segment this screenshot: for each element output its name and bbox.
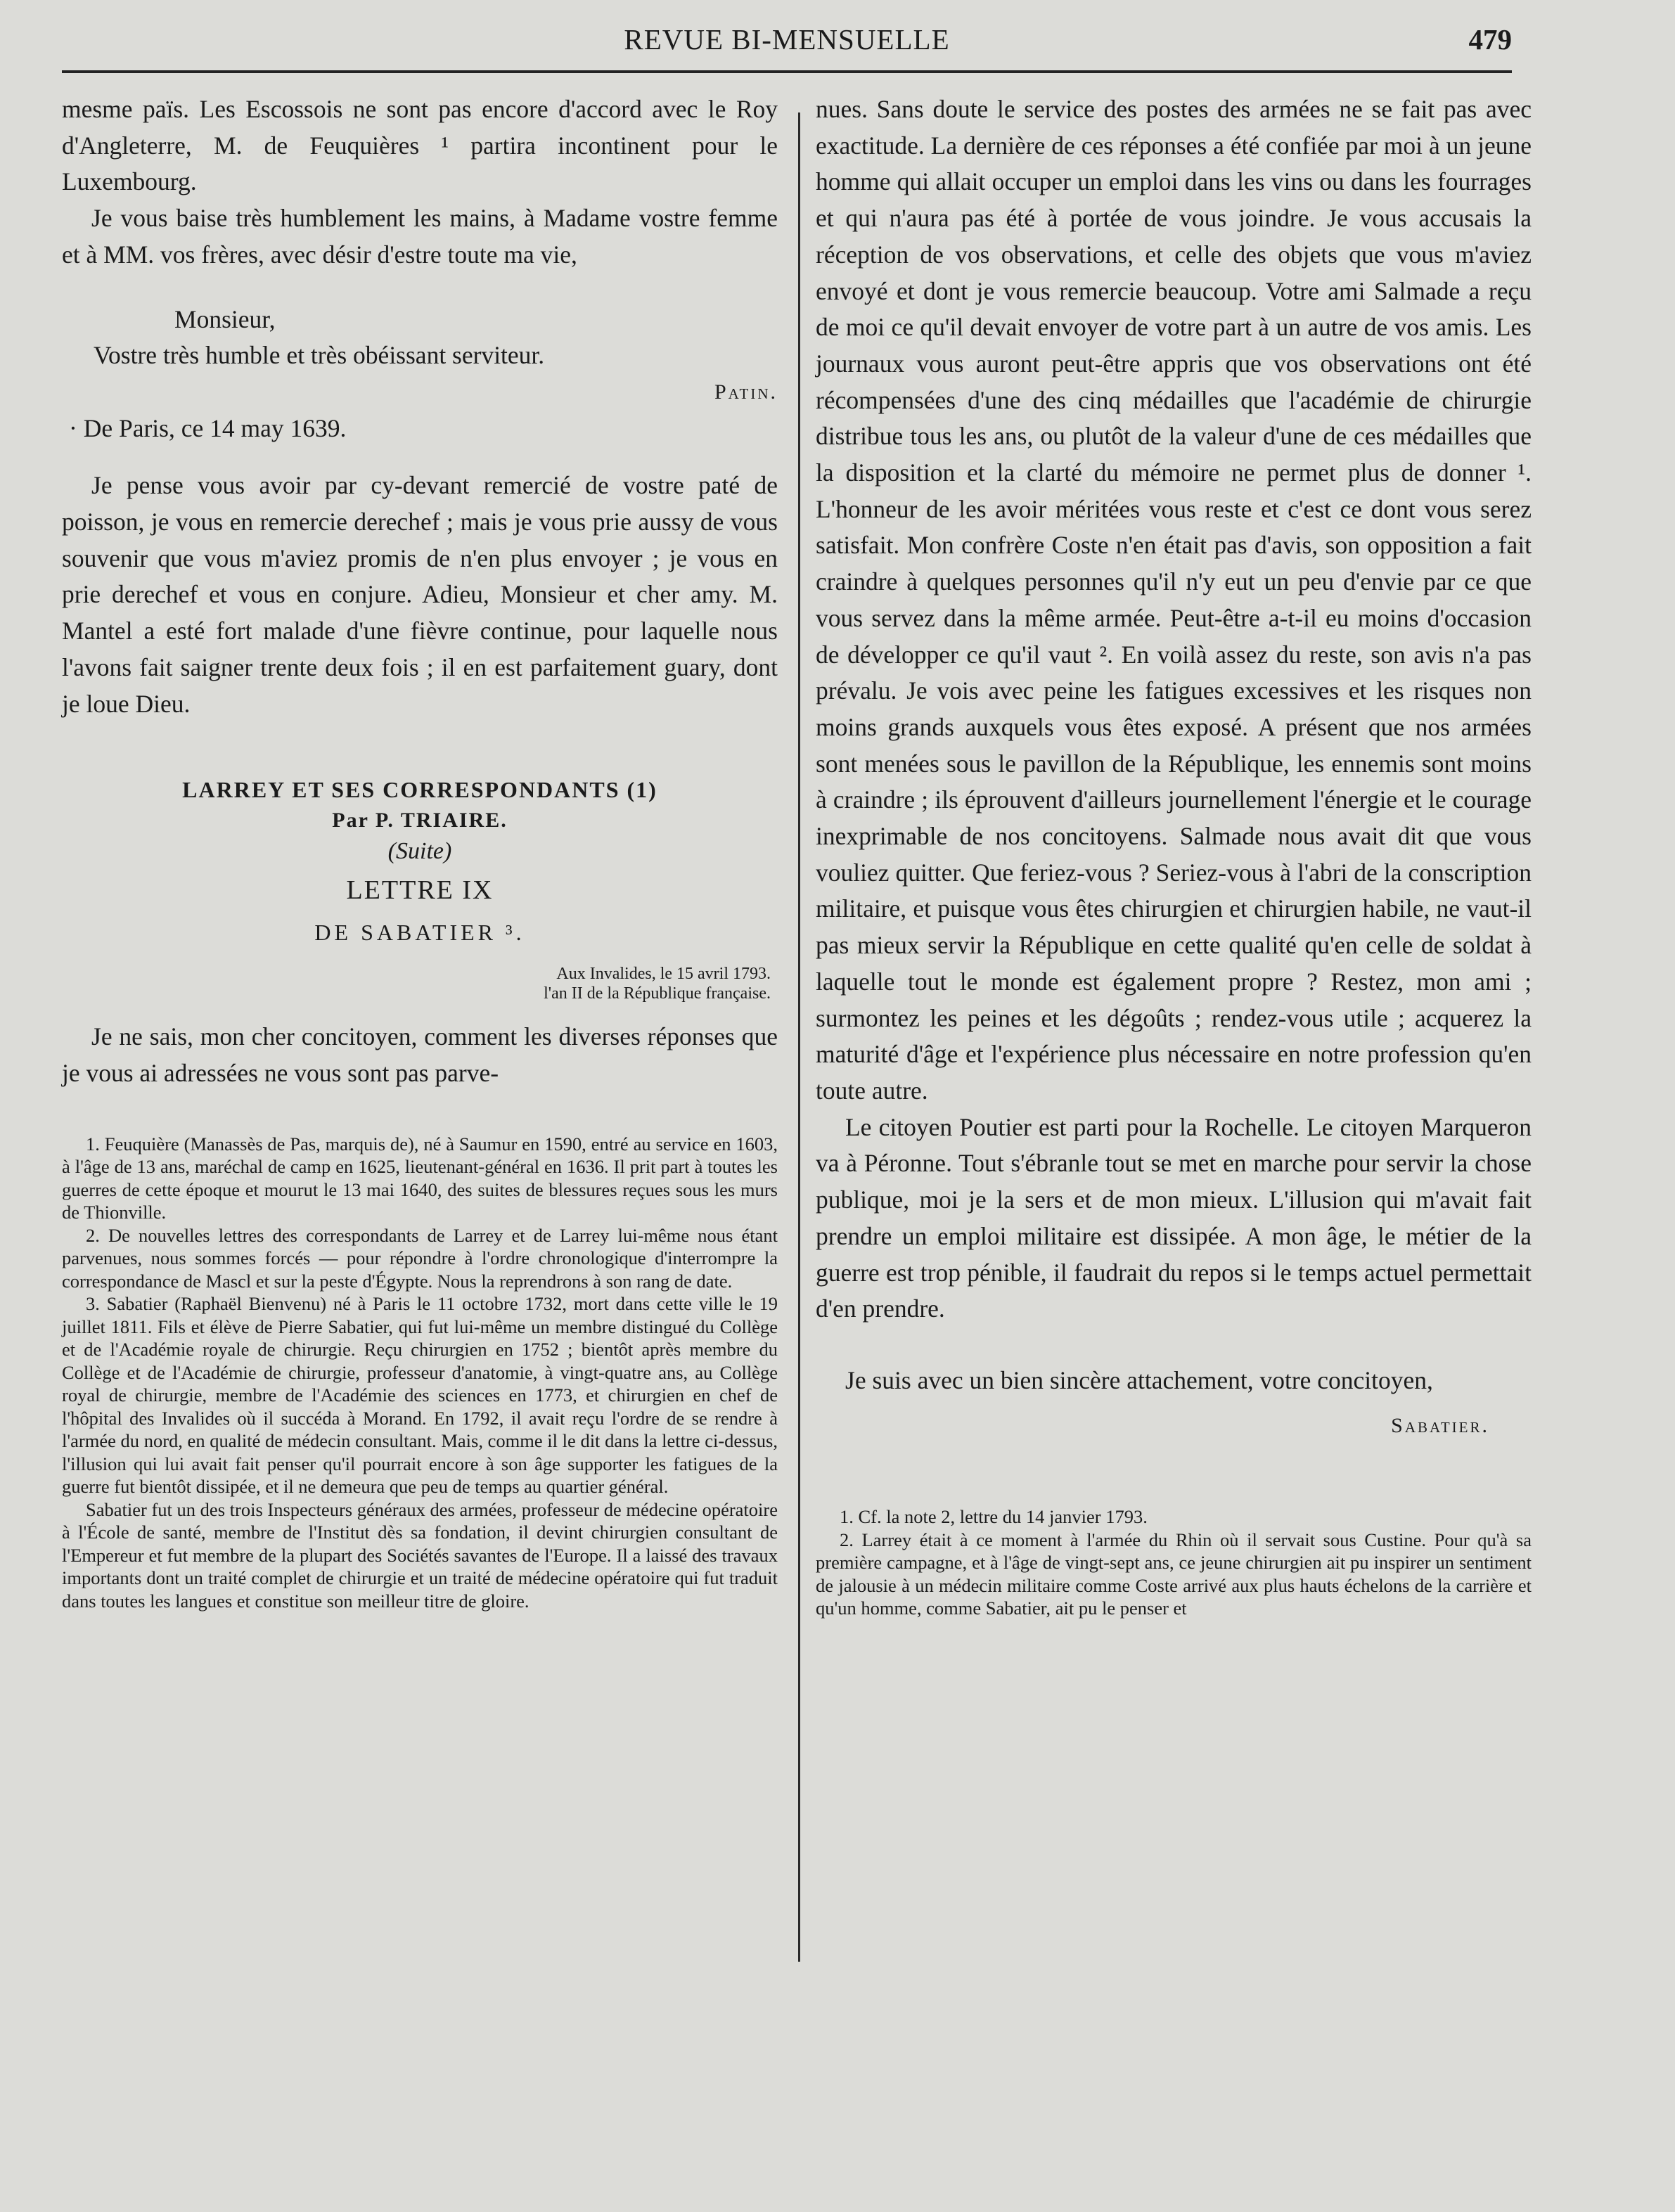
left-column	[62, 91, 778, 1612]
running-header	[62, 20, 1512, 62]
closing-formula: Vostre très humble et très obéissant serviteur.	[94, 341, 545, 370]
signature: Patin.	[714, 380, 778, 404]
page-number: 479	[1468, 23, 1512, 56]
salutation: Monsieur,	[174, 304, 276, 333]
paragraph: mesme païs. Les Escossois ne sont pas encore d'accord avec le Roy d'Angleterre, M. de Feuquières ¹ partira incontinent pour le Luxembourg.	[62, 95, 778, 196]
footnote: Sabatier fut un des trois Inspecteurs généraux des armées, professeur de médecine opératoire à l'École de santé, membre de l'Institut dès sa fondation, il devint chirurgien consultant de l'Empereur et fut membre de la plupart des Sociétés savantes de l'Europe. Il a laissé des travaux importants dont un traité complet de chirurgie et un traité de médecine opératoire qui fut traduit dans toutes les langues et constitue son meilleur titre de gloire.	[62, 1498, 778, 1612]
letter-opening: Je ne sais, mon cher concitoyen, comment les diverses réponses que je vous ai adressées ne vous sont pas parve-	[62, 1022, 778, 1087]
article-title: LARREY ET SES CORRESPONDANTS (1)	[182, 777, 657, 803]
paragraph: Le citoyen Poutier est parti pour la Rochelle. Le citoyen Marqueron va à Péronne. Tout s'ébranle tout se met en marche pour servir la chose publique, moi je la sers et de mon mieux. L'illusion qui m'avait fait prendre un emploi militaire est dissipée. A mon âge, le métier de la guerre est trop pénible, il faudrait du repos si le temps actuel permettait d'en prendre.	[816, 1112, 1532, 1323]
right-column	[816, 91, 1532, 1620]
paragraph: Je pense vous avoir par cy-devant remercié de vostre paté de poisson, je vous en remercie derechef ; mais je vous prie aussy de vous souvenir que vous m'aviez promis de n'en plus envoyer ; je vous en prie derechef et vous en conjure. Adieu, Monsieur et cher amy. M. Mantel a esté fort malade d'une fièvre continue, pour laquelle nous l'avons fait saigner trente deux fois ; il en est parfaitement guary, dont je loue Dieu.	[62, 471, 778, 718]
letter-number: LETTRE IX	[346, 875, 494, 906]
paragraph: Je suis avec un bien sincère attachement, votre concitoyen,	[845, 1365, 1433, 1394]
letter-place-date: Aux Invalides, le 15 avril 1793.	[556, 965, 771, 984]
footnotes	[816, 1505, 1532, 1620]
footnote: 3. Sabatier (Raphaël Bienvenu) né à Paris le 11 octobre 1732, mort dans cette ville le 19 juillet 1811. Fils et élève de Pierre Sabatier, qui fut lui-même un membre distingué du Collège et de l'Académie royale de chirurgie. Reçu chirurgien en 1752 ; bientôt après membre du Collège et de l'Académie de chirurgie, professeur d'anatomie, à vingt-quatre ans, au Collège royal de chirurgie, membre de l'Académie des sciences en 1773, et chirurgien en chef de l'hôpital des Invalides où il succéda à Morand. En 1792, il avait reçu l'ordre de se rendre à l'armée du nord, en qualité de médecin consultant. Mais, comme il le dit dans la lettre ci-dessus, l'illusion qui lui avait fait penser qu'il pourrait encore à son âge supporter les fatigues de la guerre fut bientôt dissipée, et il ne demeura que peu de temps au quartier général.	[62, 1293, 778, 1498]
article-author: Par P. TRIAIRE.	[332, 809, 508, 832]
date-line: · De Paris, ce 14 may 1639.	[69, 413, 347, 442]
footnote: 1. Feuquière (Manassès de Pas, marquis de), né à Saumur en 1590, entré au service en 1603, à l'âge de 13 ans, maréchal de camp en 1625, lieutenant-général en 1636. Il prit part à toutes les guerres de cette époque et mourut le 13 mai 1640, des suites de blessures reçues sous les murs de Thionville.	[62, 1133, 778, 1223]
header-rule	[62, 70, 1512, 73]
footnote: 1. Cf. la note 2, lettre du 14 janvier 1793.	[840, 1506, 1148, 1528]
running-title: REVUE BI-MENSUELLE	[624, 23, 950, 56]
footnote: 2. Larrey était à ce moment à l'armée du Rhin où il servait sous Custine. Pour qu'à sa première campagne, et à l'âge de vingt-sept ans, ce jeune chirurgien ait pu inspirer un sentiment de jalousie à un médecin militaire comme Coste arrivé aux plus hauts échelons de la carrière et qu'un homme, comme Sabatier, ait pu le penser et	[816, 1529, 1532, 1619]
letter-author: DE SABATIER ³.	[314, 920, 525, 946]
footnote: 2. De nouvelles lettres des correspondants de Larrey et de Larrey lui-même nous étant parvenues, nous sommes forcés — pour répondre à l'ordre chronologique d'interrompre la correspondance de Mascl et sur la peste d'Égypte. Nous la reprendrons à son rang de date.	[62, 1224, 778, 1292]
article-suite: (Suite)	[387, 838, 452, 865]
signature: Sabatier.	[1391, 1413, 1489, 1437]
paragraph: Je vous baise très humblement les mains, à Madame vostre femme et à MM. vos frères, avec désir d'estre toute ma vie,	[62, 204, 778, 269]
letter-place-date-2: l'an II de la République française.	[544, 984, 771, 1003]
column-divider	[798, 112, 800, 1962]
footnotes	[62, 1133, 778, 1613]
paragraph: nues. Sans doute le service des postes des armées ne se fait pas avec exactitude. La dernière de ces réponses a été confiée par moi à un jeune homme qui allait occuper un emploi dans les vins ou dans les fourrages et qui n'aura pas été à portée de vous joindre. Je vous accusais la réception de vos observations, et celle des objets que vous m'aviez envoyé et dont je vous remercie beaucoup. Votre ami Salmade a reçu de moi ce qu'il devait envoyer de votre part à un autre de vos amis. Les journaux vous auront peut-être appris que vos observations ont été récompensées d'une des cinq médailles que l'académie de chirurgie distribue tous les ans, ou plutôt de la valeur d'une de ces médailles que la disposition et la clarté du mémoire ne permet plus de donner ¹. L'honneur de les avoir méritées vous reste et c'est ce dont vous serez satisfait. Mon confrère Coste n'en était pas d'avis, son opposition a fait craindre à quelques personnes qu'il n'y eut un peu d'envie par ce que vous servez dans la même armée. Peut-être a-t-il eu moins d'occasion de développer ce qu'il vaut ². En voilà assez du reste, son avis n'a pas prévalu. Je vois avec peine les fatigues excessives et les risques non moins grands auxquels vous êtes exposé. A présent que nos armées sont menées sous le pavillon de la République, les ennemis sont moins à craindre ; ils éprouvent d'ailleurs journellement l'énergie et le courage inexprimable de nos concitoyens. Salmade nous avait dit que vous vouliez quitter. Que feriez-vous ? Seriez-vous à l'abri de la conscription militaire, et puisque vous êtes chirurgien et chirurgien habile, ne vaut-il pas mieux servir la République en cette qualité qu'en celle de soldat à laquelle tout le monde est également propre ? Restez, mon ami ; surmontez les peines et les dégoûts ; rendez-vous utile ; acquerez la maturité d'âge et l'expérience plus nécessaire en notre profession qu'en toute autre.	[816, 95, 1532, 1105]
